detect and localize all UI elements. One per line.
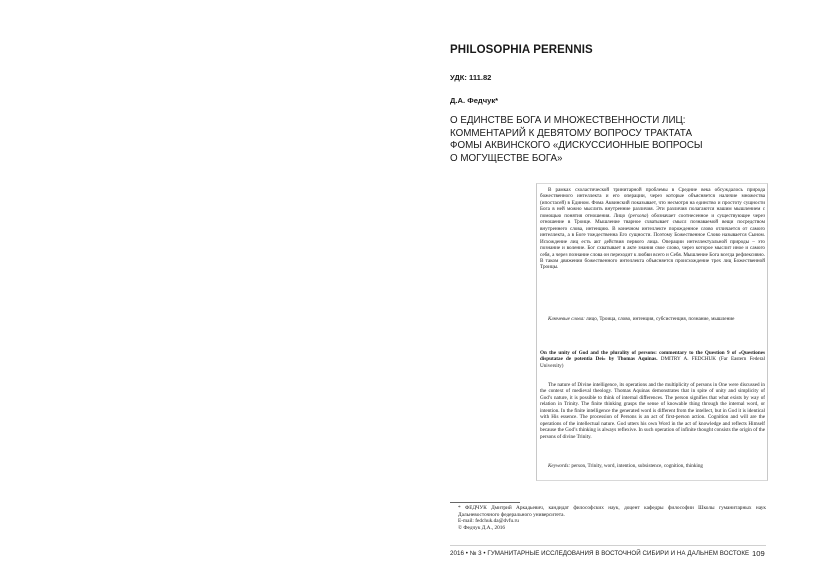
article-title [450, 115, 750, 165]
article-title-line: ФОМЫ АКВИНСКОГО «ДИСКУССИОННЫЕ ВОПРОСЫ [450, 140, 703, 152]
english-author-line: DMITRY A. FEDCHUK (Far Eastern Federal University) [540, 356, 765, 369]
keywords-en-list: person, Trinity, word, intention, subsistence, cognition, thinking [570, 463, 703, 469]
article-title-line: О МОГУЩЕСТВЕ БОГА» [450, 152, 563, 164]
abstract-russian [540, 187, 765, 271]
footer-divider [450, 545, 766, 546]
article-title-line: О ЕДИНСТВЕ БОГА И МНОЖЕСТВЕННОСТИ ЛИЦ: [450, 115, 686, 126]
article-title-line: КОММЕНТАРИЙ К ДЕВЯТОМУ ВОПРОСУ ТРАКТАТА [450, 127, 693, 139]
keywords-english [540, 463, 765, 469]
abstract-english [540, 382, 765, 440]
journal-footer: 2016 • № 3 • ГУМАНИТАРНЫЕ ИССЛЕДОВАНИЯ В ВОСТОЧНОЙ СИБИРИ И НА ДАЛЬНЕМ ВОСТОКЕ [450, 550, 750, 557]
keywords-russian [540, 316, 765, 322]
footnote-author-info: * ФЕДЧУК Дмитрий Аркадьевич, кандидат философских наук, доцент кафедры философии Школы гуманитарных наук Дальневосточного федерального университета. [458, 505, 766, 518]
footnote-email: E-mail: fedchuk.da@dvfu.ru [458, 518, 519, 525]
footnote-copyright: © Федчук Д.А., 2016 [458, 525, 506, 532]
section-title: PHILOSOPHIA PERENNIS [450, 44, 593, 56]
keywords-en-label: Keywords: [548, 463, 571, 469]
abstract-en-text: The nature of Divine intelligence, its operations and the multiplicity of persons in One were discussed in the context of medieval theology. Thomas Aquinas demonstrates that in spite of unity and simplicity of God’s nature, it is possible to think of internal differences. The person signifies that what exists by way of relation in Trinity. The finite thinking grasps the sense of knowable thing through the internal word, or intention. In the finite intelligence the generated word is different from the intellect, but in God it is identical with His essence. The procession of Persons is an act of first-person action. Cognition and will are the operations of the intellectual nature. God utters his own Word in the act of knowledge and reflects Himself because the God’s thinking is always reflexive. In such operation of infinite thought consists the origin of the persons of divine Trinity. [540, 382, 765, 440]
udk-code: УДК: 111.82 [450, 73, 492, 82]
abstract-ru-text-a: В рамках схоластической тринитарной проблемы в Средние века обсуждалось природа божественного интеллекта и его операции, через которые объясняется наличие множества (ипостасей) в Едином. Фома Аквинский показывает, что несмотря на единство и простоту сущности Бога в ней можно мыслить внутренние различия. Эти различия полагаются нашим мышлением с помощью понятия отношения. Лицо ( [540, 187, 765, 219]
abstract-ru-italic-term: persona [630, 212, 647, 219]
english-article-title: On the unity of God and the plurality of persons: commentary to the Question 9 of «Questiones disputatae de potentia Dei» by Thomas Aquinas. [540, 350, 765, 363]
author-name: Д.А. Федчук* [450, 96, 499, 105]
keywords-ru-list: лицо, Троица, слово, интенция, субсистенция, познание, мышление [584, 316, 735, 322]
abstract-ru-text-b: ) обозначает соотнесенное и существующее через отношение в Троице. Мышление тварное схватывает смысл познаваемой вещи посредством внутреннего слова, интенцию. В конечном интеллекте порожденное слово отличается от самого интеллекта, а в Боге тождественна Его сущности. Поэтому Божественное Слово называется Сыном. Исхождение лиц есть акт действия первого лица. Операции интеллектуальной природы – это познание и воление. Бог схватывает в акте знания свое слово, через которое мыслит иное и самого себя, а через познание слова он переходит к любви всего и Себя. Мышление Бога всегда рефлексивно. В таком движении божественного интеллекта объясняется происхождение трех лиц Божественной Троицы. [540, 212, 765, 271]
author-footnote [450, 505, 766, 532]
english-title-block [540, 350, 765, 369]
keywords-ru-label: Ключевые слова: [548, 316, 585, 322]
footnote-divider [450, 502, 520, 503]
page-number: 109 [752, 549, 765, 558]
